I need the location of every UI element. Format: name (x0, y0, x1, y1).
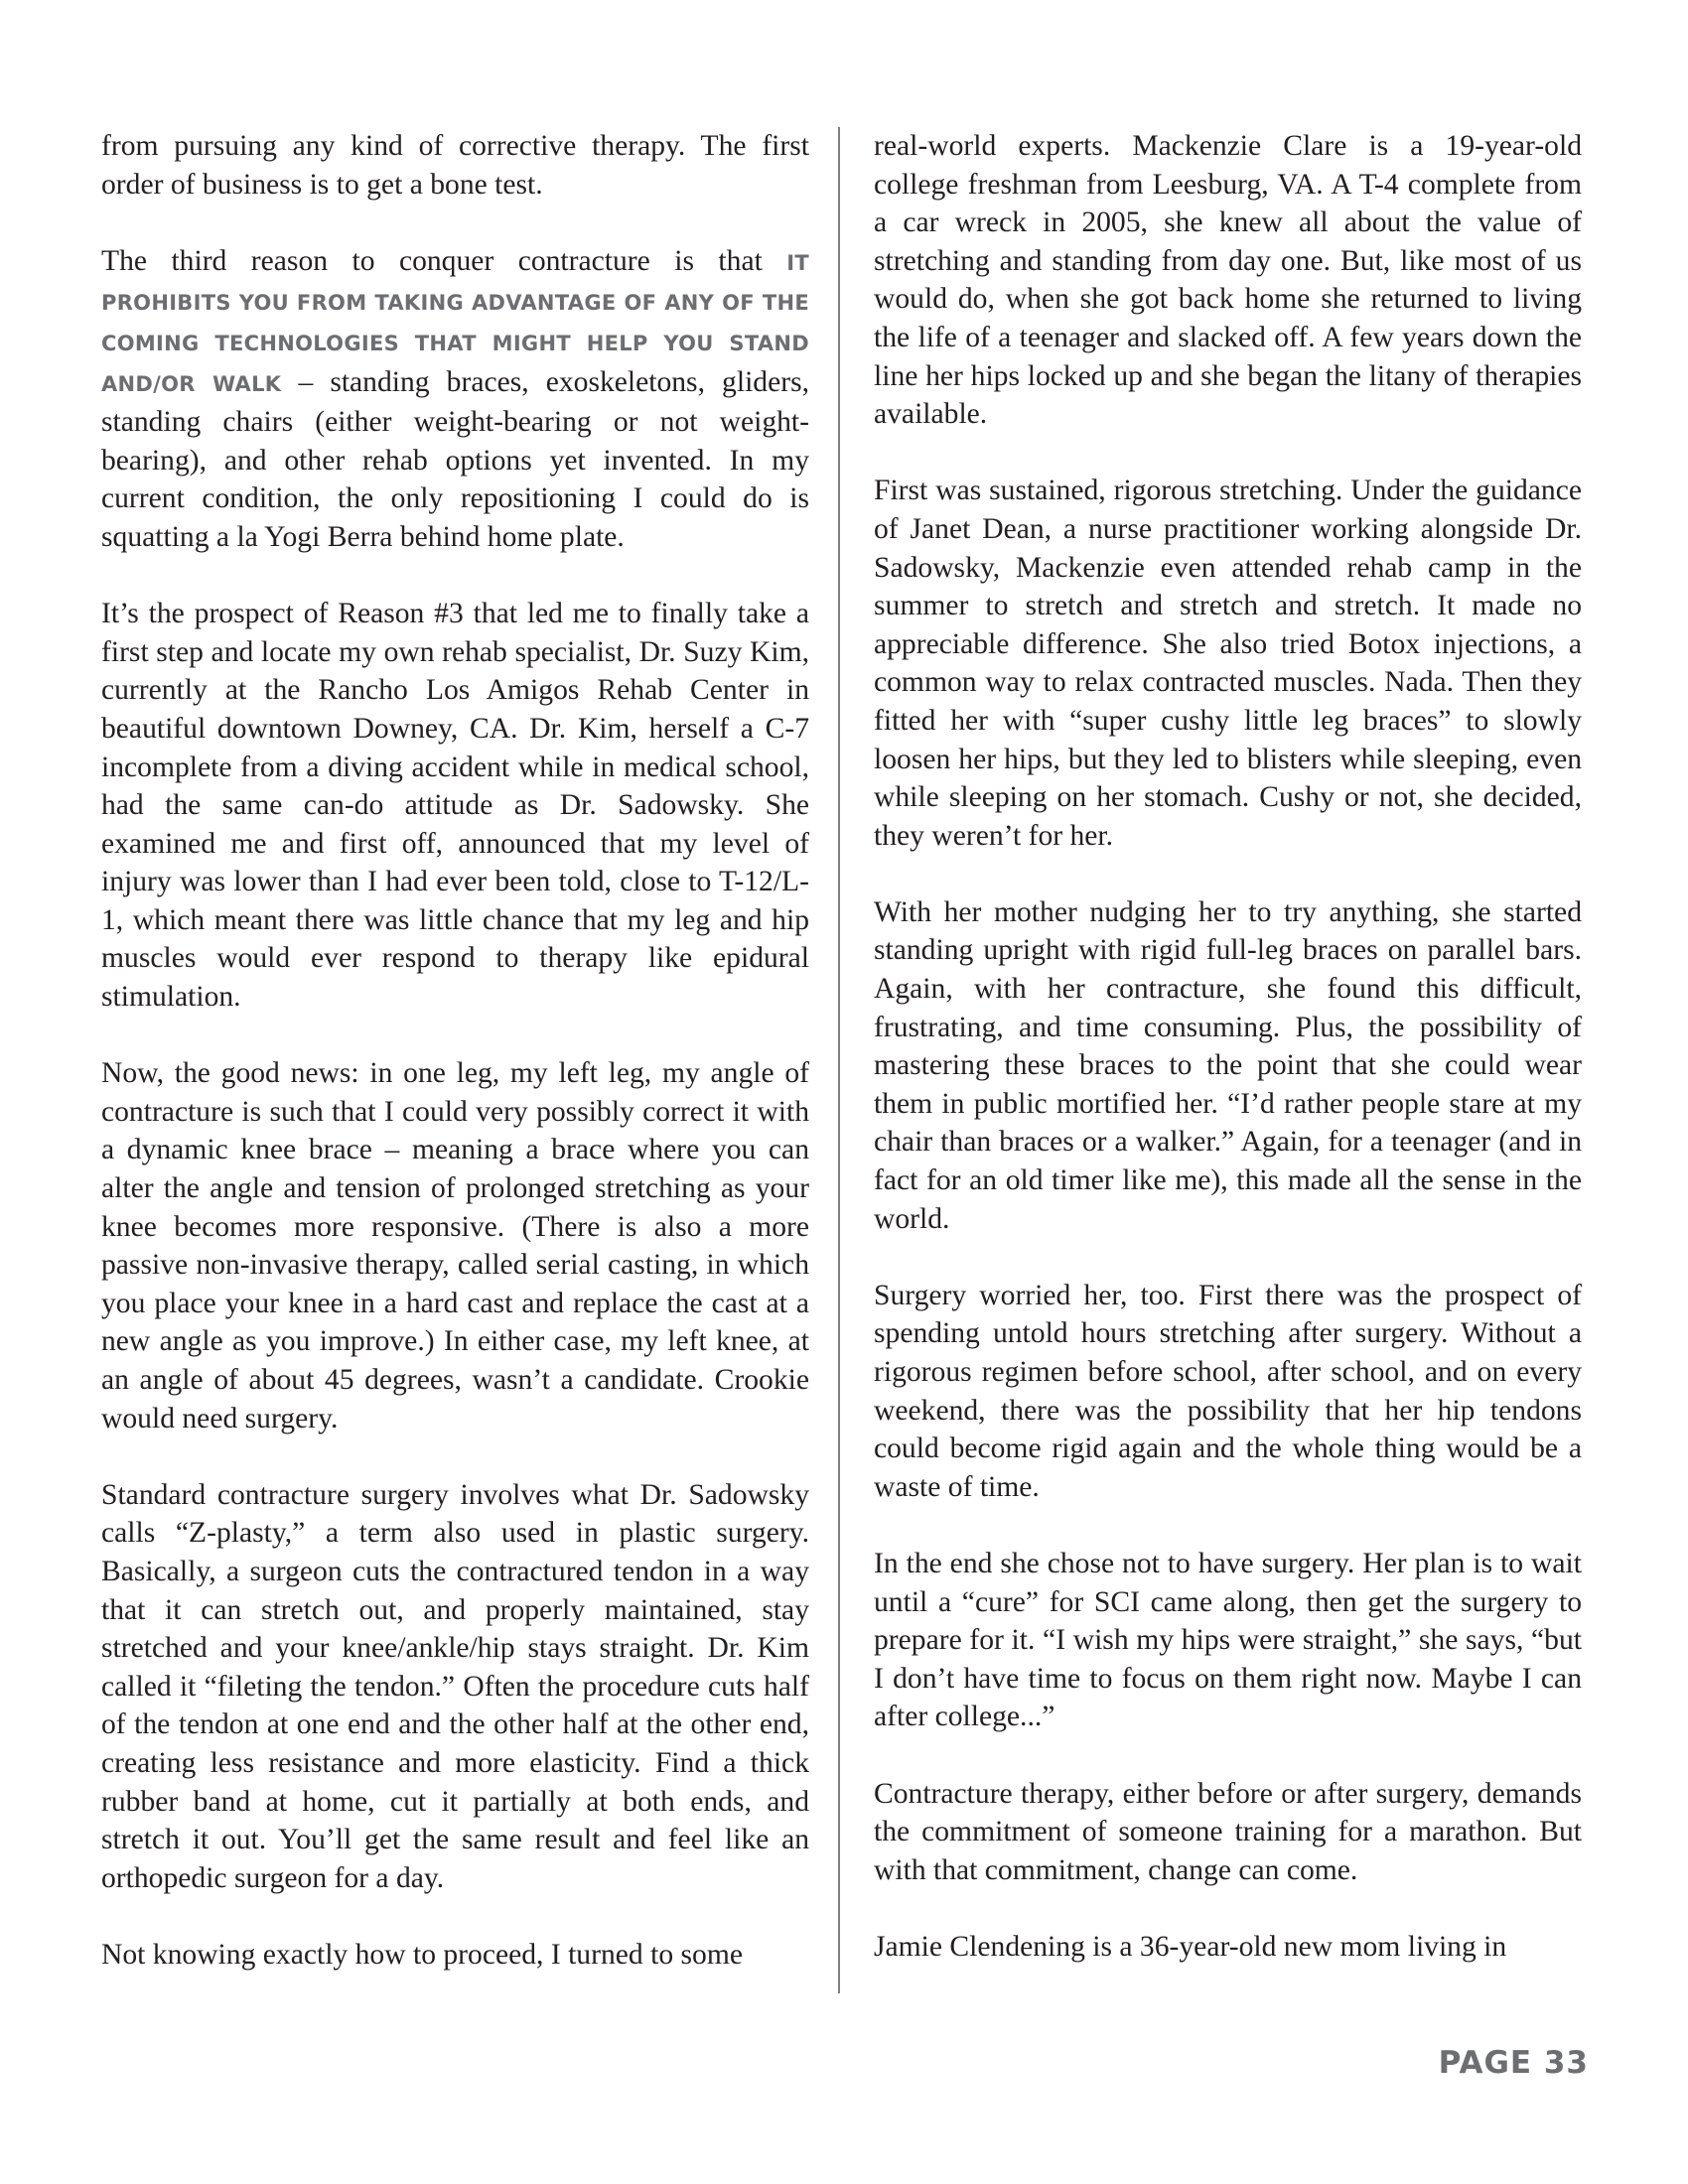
paragraph: With her mother nudging her to try anything, she started standing upright with rigid full-leg braces on parallel bars. Again, with her contracture, she found this difficult, frustrating, and time consuming. Plus, the possibility of mastering these braces to the point that she could wear them in public mortified her. “I’d rather people stare at my chair than braces or a walker.” Again, for a teenager (and in fact for an old timer like me), this made all the sense in the world. (874, 895, 1582, 1235)
left-column (101, 127, 809, 2012)
paragraph: Contracture therapy, either before or after surgery, demands the commitment of someone training for a marathon. But with that commitment, change can come. (874, 1777, 1582, 1886)
paragraph: In the end she chose not to have surgery. Her plan is to wait until a “cure” for SCI came along, then get the surgery to prepare for it. “I wish my hips were straight,” she says, “but I don’t have time to focus on them right now. Maybe I can after college...” (874, 1547, 1582, 1733)
emphasis-text: IT PROHIBITS YOU FROM TAKING ADVANTAGE OF ANY OF THE COMING TECHNOLOGIES THAT MIGHT HELP YOU STAND AND/OR WALK (101, 250, 809, 396)
paragraph: Jamie Clendening is a 36-year-old new mom living in (874, 1930, 1507, 1963)
paragraph-text: – standing braces, exoskeletons, gliders, standing chairs (either weight-bearing or not weight-bearing), and other rehab options yet invented. In my current condition, the only repositioning I could do is squatting a la Yogi Berra behind home plate. (101, 365, 809, 553)
right-column (874, 127, 1582, 2004)
paragraph (101, 242, 809, 557)
paragraph: Surgery worried her, too. First there was the prospect of spending untold hours stretching after surgery. Without a rigorous regimen before school, after school, and on every weekend, there was the possibility that her hip tendons could become rigid again and the whole thing would be a waste of time. (874, 1279, 1582, 1503)
paragraph: First was sustained, rigorous stretching. Under the guidance of Janet Dean, a nurse practitioner working alongside Dr. Sadowsky, Mackenzie even attended rehab camp in the summer to stretch and stretch and stretch. It made no appreciable difference. She also tried Botox injections, a common way to relax contracted muscles. Nada. Then they fitted her with “super cushy little leg braces” to slowly loosen her hips, but they led to blisters while sleeping, even while sleeping on her stomach. Cushy or not, she decided, they weren’t for her. (874, 475, 1582, 852)
paragraph: Not knowing exactly how to proceed, I turned to some (101, 1938, 743, 1971)
paragraph: It’s the prospect of Reason #3 that led me to finally take a first step and locate my own rehab specialist, Dr. Suzy Kim, currently at the Rancho Los Amigos Rehab Center in beautiful downtown Downey, CA. Dr. Kim, herself a C-7 incomplete from a diving accident while in medical school, had the same can-do attitude as Dr. Sadowsky. She examined me and first off, announced that my level of injury was lower than I had ever been told, close to T-12/L-1, which meant there was little chance that my leg and hip muscles would ever respond to therapy like epidural stimulation. (101, 598, 809, 1014)
column-divider (838, 127, 840, 1993)
paragraph-text: The third reason to conquer contracture is that (101, 244, 787, 277)
paragraph: from pursuing any kind of corrective therapy. The first order of business is to get a bone test. (101, 130, 809, 201)
page-number: PAGE 33 (1438, 2045, 1589, 2081)
paragraph: Standard contracture surgery involves what Dr. Sadowsky calls “Z-plasty,” a term also used in plastic surgery. Basically, a surgeon cuts the contractured tendon in a way that it can stretch out, and properly maintained, stay stretched and your knee/ankle/hip stays straight. Dr. Kim called it “fileting the tendon.” Often the procedure cuts half of the tendon at one end and the other half at the other end, creating less resistance and more elasticity. Find a thick rubber band at home, cut it partially at both ends, and stretch it out. You’ll get the same result and feel like an orthopedic surgeon for a day. (101, 1478, 809, 1894)
paragraph: real-world experts. Mackenzie Clare is a 19-year-old college freshman from Leesburg, VA. A T-4 complete from a car wreck in 2005, she knew all about the value of stretching and standing from day one. But, like most of us would do, when she got back home she returned to living the life of a teenager and slacked off. A few years down the line her hips locked up and she began the litany of therapies available. (874, 130, 1582, 431)
paragraph: Now, the good news: in one leg, my left leg, my angle of contracture is such that I could very possibly correct it with a dynamic knee brace – meaning a brace where you can alter the angle and tension of prolonged stretching as your knee becomes more responsive. (There is also a more passive non-invasive therapy, called serial casting, in which you place your knee in a hard cast and replace the cast at a new angle as you improve.) In either case, my left knee, at an angle of about 45 degrees, wasn’t a candidate. Crookie would need surgery. (101, 1057, 809, 1434)
